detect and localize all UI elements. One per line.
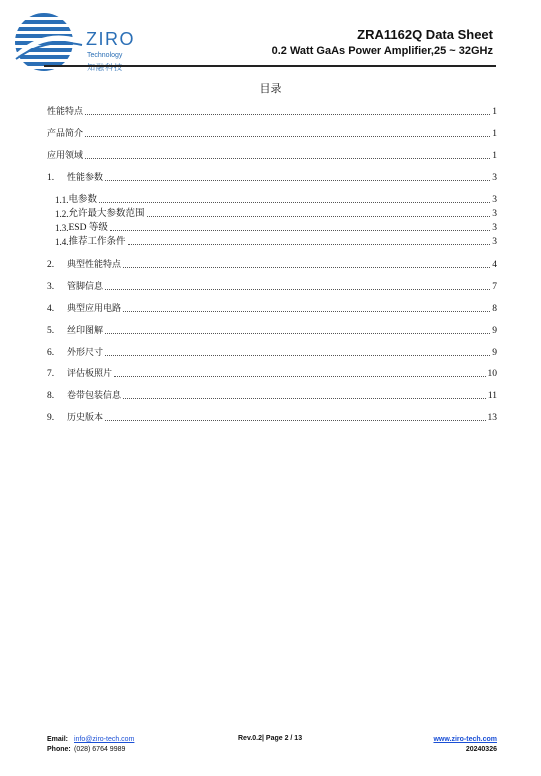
toc-dot-leader <box>114 376 485 377</box>
toc-entry[interactable] <box>47 126 497 140</box>
toc-entry[interactable] <box>55 206 497 220</box>
toc-entry[interactable] <box>47 388 497 402</box>
globe-logo-icon <box>14 11 84 73</box>
toc-entry[interactable] <box>47 148 497 162</box>
toc-entry-number: 1.4. <box>55 237 69 247</box>
toc-entry-number: 5. <box>47 326 55 336</box>
toc-entry-number: 7. <box>47 369 55 379</box>
toc-entry-number: 1.1. <box>55 195 69 205</box>
toc-entry-label: 允许最大参数范围 <box>68 209 145 219</box>
toc-entry-page: 3 <box>492 195 497 205</box>
toc-dot-leader <box>105 289 490 290</box>
toc-dot-leader <box>99 202 490 203</box>
toc-dot-leader <box>85 136 490 137</box>
toc-entry[interactable] <box>55 192 497 206</box>
toc-entry[interactable] <box>47 345 497 359</box>
logo-chinese-name: 知融科技 <box>87 63 123 72</box>
revision-page-info: Rev.0.2| Page 2 / 13 <box>238 735 303 742</box>
toc-entry-page: 1 <box>492 129 497 139</box>
toc-dot-leader <box>85 158 490 159</box>
toc-entry[interactable] <box>47 410 497 424</box>
toc-entry-page: 3 <box>492 223 497 233</box>
toc-dot-leader <box>123 311 490 312</box>
toc-entry-page: 3 <box>492 237 497 247</box>
toc-entry[interactable] <box>47 323 497 337</box>
toc-dot-leader <box>110 230 490 231</box>
toc-entry-number: 1.3. <box>55 223 69 233</box>
toc-entry-number: 1. <box>47 173 55 183</box>
toc-entry-page: 11 <box>487 391 497 401</box>
toc-dot-leader <box>147 216 491 217</box>
toc-dot-leader <box>105 420 485 421</box>
toc-entry[interactable] <box>47 104 497 118</box>
toc-entry-page: 8 <box>492 304 497 314</box>
toc-entry-label: 典型应用电路 <box>67 304 122 314</box>
toc-entry-number: 2. <box>47 260 55 270</box>
toc-entry[interactable] <box>55 220 497 234</box>
company-logo <box>14 11 134 73</box>
toc-entry-label: 应用领域 <box>47 151 84 161</box>
toc-entry-page: 1 <box>492 107 497 117</box>
toc-entry-number: 4. <box>47 304 55 314</box>
toc-entry-page: 1 <box>492 151 497 161</box>
phone-label: Phone: <box>47 746 71 753</box>
toc-entry-label: 性能特点 <box>47 107 84 117</box>
toc-entry-page: 3 <box>492 209 497 219</box>
toc-entry-number: 3. <box>47 282 55 292</box>
page-header <box>0 0 541 80</box>
header-divider <box>44 65 496 67</box>
toc-entry-number: 8. <box>47 391 55 401</box>
page-footer <box>0 730 541 770</box>
document-title: ZRA1162Q Data Sheet <box>357 27 493 42</box>
toc-dot-leader <box>105 333 490 334</box>
toc-entry-page: 9 <box>492 326 497 336</box>
toc-entry-label: 评估板照片 <box>67 369 113 379</box>
toc-entry-number: 6. <box>47 348 55 358</box>
toc-entry-page: 3 <box>492 173 497 183</box>
email-label: Email: <box>47 736 69 743</box>
logo-tagline: Technology <box>87 52 123 59</box>
toc-entry-page: 7 <box>492 282 497 292</box>
toc-entry-label: 产品简介 <box>47 129 84 139</box>
toc-entry-number: 1.2. <box>55 209 69 219</box>
logo-wordmark: ZIRO <box>86 29 135 49</box>
toc-entry-label: 性能参数 <box>67 173 104 183</box>
toc-entry-page: 9 <box>492 348 497 358</box>
toc-entry-label: 卷带包装信息 <box>67 391 122 401</box>
document-subtitle: 0.2 Watt GaAs Power Amplifier,25 ~ 32GHz <box>271 45 493 57</box>
footer-website-date <box>433 735 497 755</box>
toc-entry-page: 10 <box>487 369 497 379</box>
toc-dot-leader <box>105 355 490 356</box>
footer-contact <box>47 735 134 755</box>
phone-number: (028) 6764 9989 <box>74 746 126 753</box>
toc-entry-page: 4 <box>492 260 497 270</box>
toc-entry-label: 推荐工作条件 <box>68 237 126 247</box>
toc-dot-leader <box>105 180 490 181</box>
toc-entry-number: 9. <box>47 413 55 423</box>
toc-entry[interactable] <box>47 366 497 380</box>
toc-entry[interactable] <box>47 257 497 271</box>
toc-entry-label: 历史版本 <box>67 413 104 423</box>
website-link[interactable]: www.ziro-tech.com <box>433 736 497 743</box>
toc-dot-leader <box>85 114 490 115</box>
toc-dot-leader <box>123 267 490 268</box>
toc-entry-label: 丝印图解 <box>67 326 104 336</box>
toc-entry[interactable] <box>47 301 497 315</box>
document-date: 20240326 <box>465 746 497 753</box>
toc-entry[interactable] <box>47 279 497 293</box>
toc-entry-label: 典型性能特点 <box>67 260 122 270</box>
email-link[interactable]: info@ziro-tech.com <box>74 736 135 743</box>
toc-entry-label: 电参数 <box>68 195 98 205</box>
toc-entry-page: 13 <box>487 413 497 423</box>
toc-heading: 目录 <box>259 82 282 95</box>
toc-entry-label: ESD 等级 <box>68 223 108 233</box>
toc-dot-leader <box>123 398 486 399</box>
toc-entry[interactable] <box>47 170 497 184</box>
toc-dot-leader <box>128 244 491 245</box>
toc-entry-label: 管脚信息 <box>67 282 104 292</box>
toc-entry[interactable] <box>55 234 497 248</box>
toc-entry-label: 外形尺寸 <box>67 348 104 358</box>
